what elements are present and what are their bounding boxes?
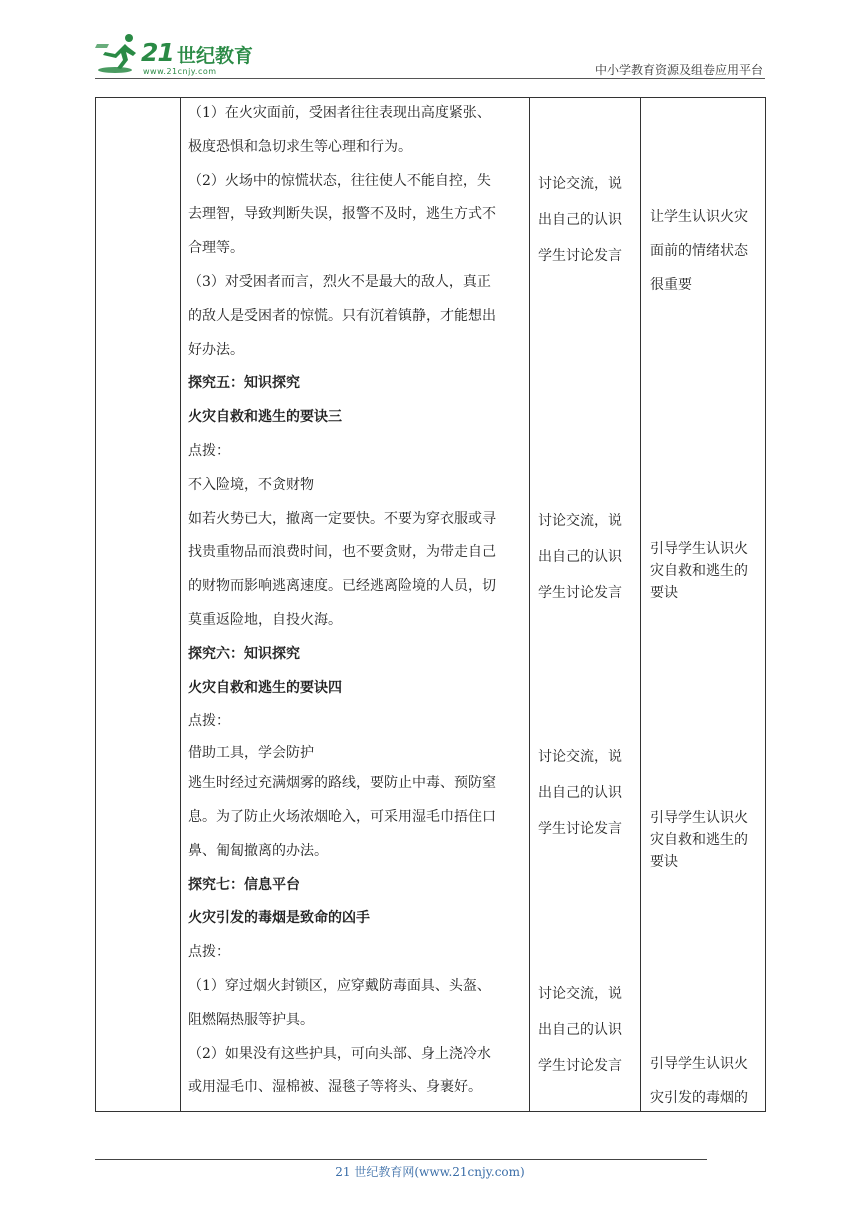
student-activity-line: 讨论交流，说 — [538, 986, 622, 1002]
content-line: （1）穿过烟火封锁区，应穿戴防毒面具、头盔、 — [188, 977, 491, 994]
content-line: 或用湿毛巾、湿棉被、湿毯子等将头、身裹好。 — [188, 1079, 482, 1096]
logo-number: 21 — [141, 38, 174, 67]
content-line: 找贵重物品而浪费时间，也不要贪财，为带走自己 — [188, 544, 496, 561]
design-intent-line: 很重要 — [650, 277, 692, 293]
content-line: （2）火场中的惊慌状态，往往使人不能自控，失 — [188, 172, 491, 189]
content-line: 极度恐惧和急切求生等心理和行为。 — [188, 138, 412, 155]
logo-url: www.21cnjy.com — [143, 67, 217, 76]
runner-logo-icon — [95, 30, 143, 76]
content-line: 莫重返险地，自投火海。 — [188, 611, 342, 628]
logo-text: 世纪教育 — [177, 45, 254, 67]
footer-divider — [95, 1159, 707, 1160]
header-divider — [95, 78, 765, 79]
page-footer: 21 世纪教育网(www.21cnjy.com) — [335, 1165, 525, 1179]
student-activity-cell — [538, 976, 622, 1084]
platform-name: 中小学教育资源及组卷应用平台 — [594, 63, 763, 77]
content-line: 去理智，导致判断失误，报警不及时，逃生方式不 — [188, 206, 496, 223]
content-line: （2）如果没有这些护具，可向头部、身上浇冷水 — [188, 1045, 491, 1062]
content-line: （3）对受困者而言，烈火不是最大的敌人，真正 — [188, 273, 491, 290]
design-intent-line: 灾自救和逃生的 — [650, 832, 748, 848]
site-logo — [95, 30, 255, 76]
design-intent-line: 引导学生认识火 — [650, 1056, 748, 1072]
design-intent-line: 让学生认识火灾 — [650, 209, 748, 225]
student-activity-line: 学生讨论发言 — [538, 248, 622, 264]
student-activity-line: 学生讨论发言 — [538, 585, 622, 601]
design-intent-cell — [650, 1047, 748, 1115]
student-activity-line: 出自己的认识 — [538, 1022, 622, 1038]
design-intent-cell — [650, 200, 748, 302]
content-line: 鼻、匍匐撤离的办法。 — [188, 842, 328, 859]
section-subheading: 火灾引发的毒烟是致命的凶手 — [188, 910, 370, 927]
design-intent-line: 灾自救和逃生的 — [650, 563, 748, 579]
hint-label: 点拨： — [188, 713, 230, 730]
table-column-divider — [640, 97, 641, 1112]
design-intent-cell — [650, 538, 748, 604]
content-line: 不入险境，不贪财物 — [188, 476, 314, 493]
hint-label: 点拨： — [188, 944, 230, 961]
content-line: 阻燃隔热服等护具。 — [188, 1011, 314, 1028]
content-line: （1）在火灾面前，受困者往往表现出高度紧张、 — [188, 105, 491, 121]
student-activity-line: 出自己的认识 — [538, 549, 622, 565]
content-line: 借助工具，学会防护 — [188, 745, 314, 762]
section-subheading: 火灾自救和逃生的要诀四 — [188, 679, 342, 696]
design-intent-line: 面前的情绪状态 — [650, 243, 748, 259]
student-activity-line: 讨论交流，说 — [538, 749, 622, 765]
content-line: 好办法。 — [188, 341, 244, 358]
table-column-divider — [180, 97, 181, 1112]
content-line: 逃生时经过充满烟雾的路线，要防止中毒、预防窒 — [188, 775, 496, 792]
design-intent-line: 要诀 — [650, 585, 678, 601]
content-line: 的敌人是受困者的惊慌。只有沉着镇静，才能想出 — [188, 307, 496, 324]
section-heading: 探究七：信息平台 — [188, 876, 300, 893]
student-activity-line: 学生讨论发言 — [538, 821, 622, 837]
student-activity-cell — [538, 166, 622, 274]
design-intent-cell — [650, 807, 748, 873]
student-activity-line: 讨论交流，说 — [538, 176, 622, 192]
student-activity-line: 出自己的认识 — [538, 785, 622, 801]
student-activity-cell — [538, 739, 622, 847]
design-intent-line: 引导学生认识火 — [650, 541, 748, 557]
content-line: 息。为了防止火场浓烟呛入，可采用湿毛巾捂住口 — [188, 808, 496, 825]
student-activity-line: 出自己的认识 — [538, 212, 622, 228]
section-heading: 探究五：知识探究 — [188, 375, 300, 392]
design-intent-line: 要诀 — [650, 854, 678, 870]
hint-label: 点拨： — [188, 442, 230, 459]
page-header — [95, 30, 765, 78]
table-column-divider — [529, 97, 530, 1112]
section-heading: 探究六：知识探究 — [188, 645, 300, 662]
student-activity-line: 学生讨论发言 — [538, 1058, 622, 1074]
content-line: 的财物而影响逃离速度。已经逃离险境的人员，切 — [188, 578, 496, 595]
content-line: 合理等。 — [188, 240, 244, 257]
section-subheading: 火灾自救和逃生的要诀三 — [188, 409, 342, 426]
design-intent-line: 引导学生认识火 — [650, 810, 748, 826]
student-activity-cell — [538, 503, 622, 611]
content-column — [188, 97, 526, 1105]
student-activity-line: 讨论交流，说 — [538, 513, 622, 529]
design-intent-line: 灾引发的毒烟的 — [650, 1090, 748, 1106]
content-line: 如若火势已大，撤离一定要快。不要为穿衣服或寻 — [188, 510, 496, 527]
